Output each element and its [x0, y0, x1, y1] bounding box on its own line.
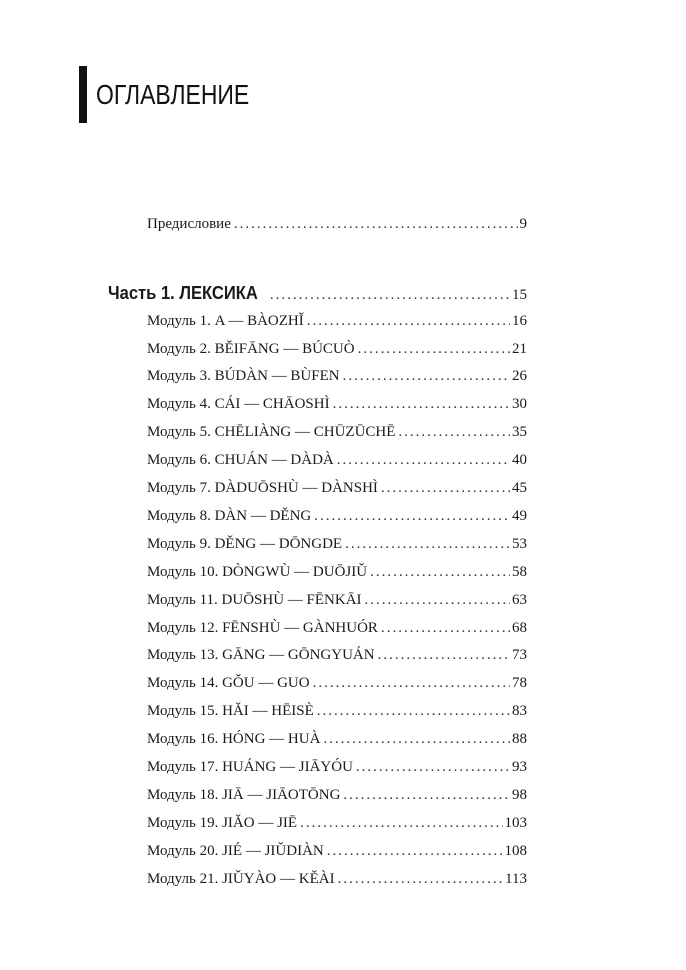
dot-leader	[337, 451, 510, 469]
dot-leader	[381, 479, 510, 497]
toc-entry-module[interactable]	[147, 646, 527, 664]
toc-page-number: 53	[512, 536, 527, 552]
toc-entry-label: Модуль 16. HÓNG — HUÀ	[147, 731, 321, 747]
toc-entry-module[interactable]	[147, 702, 527, 720]
toc-entry-module[interactable]	[147, 674, 527, 692]
toc-entry-label: Модуль 5. CHĒLIÀNG — CHŪZŪCHĒ	[147, 424, 396, 440]
dot-leader	[313, 674, 510, 692]
toc-page-number: 16	[512, 313, 527, 329]
dot-leader	[345, 535, 510, 553]
toc-entry-label: Модуль 11. DUŌSHÙ — FĒNKĀI	[147, 592, 362, 608]
toc-entry-label: Предисловие	[147, 216, 231, 232]
toc-page-number: 63	[512, 592, 527, 608]
toc-entry-label: Модуль 13. GĀNG — GŌNGYUÁN	[147, 647, 375, 663]
toc-page-number: 45	[512, 480, 527, 496]
toc-entry-module[interactable]	[147, 842, 527, 860]
toc-part-label: Часть 1. ЛЕКСИКА	[108, 283, 258, 303]
toc-entry-module[interactable]	[147, 563, 527, 581]
toc-entry-label: Модуль 10. DÒNGWÙ — DUŌJIǓ	[147, 564, 368, 580]
toc-entry-module[interactable]	[147, 535, 527, 553]
dot-leader	[381, 619, 510, 637]
toc-entry-label: Модуль 4. CÁI — CHĀOSHÌ	[147, 396, 330, 412]
toc-entry-module[interactable]	[147, 870, 527, 888]
toc-entry-label: Модуль 15. HǍI — HĒISÈ	[147, 703, 314, 719]
toc-page-number: 49	[512, 508, 527, 524]
toc-entry-label: Модуль 21. JIǓYÀO — KĚÀI	[147, 871, 335, 887]
toc-entry-module[interactable]	[147, 814, 527, 832]
dot-leader	[370, 563, 510, 581]
dot-leader	[398, 423, 510, 441]
toc-page-number: 21	[512, 341, 527, 357]
dot-leader	[300, 814, 502, 832]
chapter-heading	[79, 66, 283, 123]
toc-page-number: 108	[504, 843, 527, 859]
toc-entry-label: Модуль 14. GǑU — GUO	[147, 675, 310, 691]
toc-page-number: 88	[512, 731, 527, 747]
toc-page-number: 103	[504, 815, 527, 831]
dot-leader	[343, 367, 510, 385]
dot-leader	[343, 786, 510, 804]
dot-leader	[270, 286, 510, 304]
dot-leader	[356, 758, 510, 776]
toc-entry-module[interactable]	[147, 367, 527, 385]
dot-leader	[327, 842, 503, 860]
toc-entry-preface[interactable]	[147, 215, 527, 233]
dot-leader	[378, 646, 510, 664]
toc-page-number: 93	[512, 759, 527, 775]
dot-leader	[338, 870, 503, 888]
toc-entry-label: Модуль 17. HUÁNG — JIĀYÓU	[147, 759, 353, 775]
toc-entry-module[interactable]	[147, 786, 527, 804]
dot-leader	[307, 312, 510, 330]
toc-page-number: 78	[512, 675, 527, 691]
toc-page-number: 113	[505, 871, 527, 887]
toc-entry-label: Модуль 20. JIÉ — JIǓDIÀN	[147, 843, 324, 859]
toc-page-number: 40	[512, 452, 527, 468]
dot-leader	[317, 702, 510, 720]
toc-page-number: 83	[512, 703, 527, 719]
toc-entry-module[interactable]	[147, 758, 527, 776]
page-title: ОГЛАВЛЕНИЕ	[96, 78, 250, 110]
heading-bar	[79, 66, 87, 123]
toc-entry-module[interactable]	[147, 619, 527, 637]
dot-leader	[333, 395, 510, 413]
toc-entry-label: Модуль 6. CHUÁN — DÀDÀ	[147, 452, 334, 468]
toc-entry-label: Модуль 19. JIǍO — JIĒ	[147, 815, 298, 831]
toc-entry-label: Модуль 12. FĒNSHÙ — GÀNHUÓR	[147, 620, 378, 636]
toc-entry-module[interactable]	[147, 395, 527, 413]
toc-entry-label: Модуль 7. DÀDUŌSHÙ — DÀNSHÌ	[147, 480, 378, 496]
toc-entry-label: Модуль 1. A — BÀOZHǏ	[147, 313, 304, 329]
toc-page-number: 98	[512, 787, 527, 803]
toc-entry-module[interactable]	[147, 340, 527, 358]
toc-entry-module[interactable]	[147, 730, 527, 748]
toc-entry-module[interactable]	[147, 507, 527, 525]
toc-page-number: 58	[512, 564, 527, 580]
toc-page-number: 73	[512, 647, 527, 663]
toc-entry-module[interactable]	[147, 312, 527, 330]
toc-page-number: 35	[512, 424, 527, 440]
toc-entry-label: Модуль 18. JIĀ — JIĀOTŌNG	[147, 787, 341, 803]
toc-page-number: 68	[512, 620, 527, 636]
toc-entry-module[interactable]	[147, 479, 527, 497]
toc-entry-module[interactable]	[147, 451, 527, 469]
dot-leader	[365, 591, 510, 609]
toc-entry-module[interactable]	[147, 423, 527, 441]
dot-leader	[314, 507, 510, 525]
toc-entry-label: Модуль 2. BĚIFĀNG — BÚCUÒ	[147, 341, 355, 357]
dot-leader	[234, 215, 518, 233]
toc-entry-module[interactable]	[147, 591, 527, 609]
toc-entry-label: Модуль 8. DÀN — DĚNG	[147, 508, 312, 524]
dot-leader	[323, 730, 510, 748]
toc-page-number: 26	[512, 368, 527, 384]
dot-leader	[358, 340, 510, 358]
toc-page-number: 30	[512, 396, 527, 412]
toc-entry-part-1[interactable]	[108, 284, 527, 304]
toc-page-number: 15	[512, 287, 527, 303]
toc-page-number: 9	[519, 216, 527, 232]
toc-entry-label: Модуль 9. DĚNG — DŌNGDE	[147, 536, 343, 552]
toc-entry-label: Модуль 3. BÚDÀN — BÙFEN	[147, 368, 340, 384]
